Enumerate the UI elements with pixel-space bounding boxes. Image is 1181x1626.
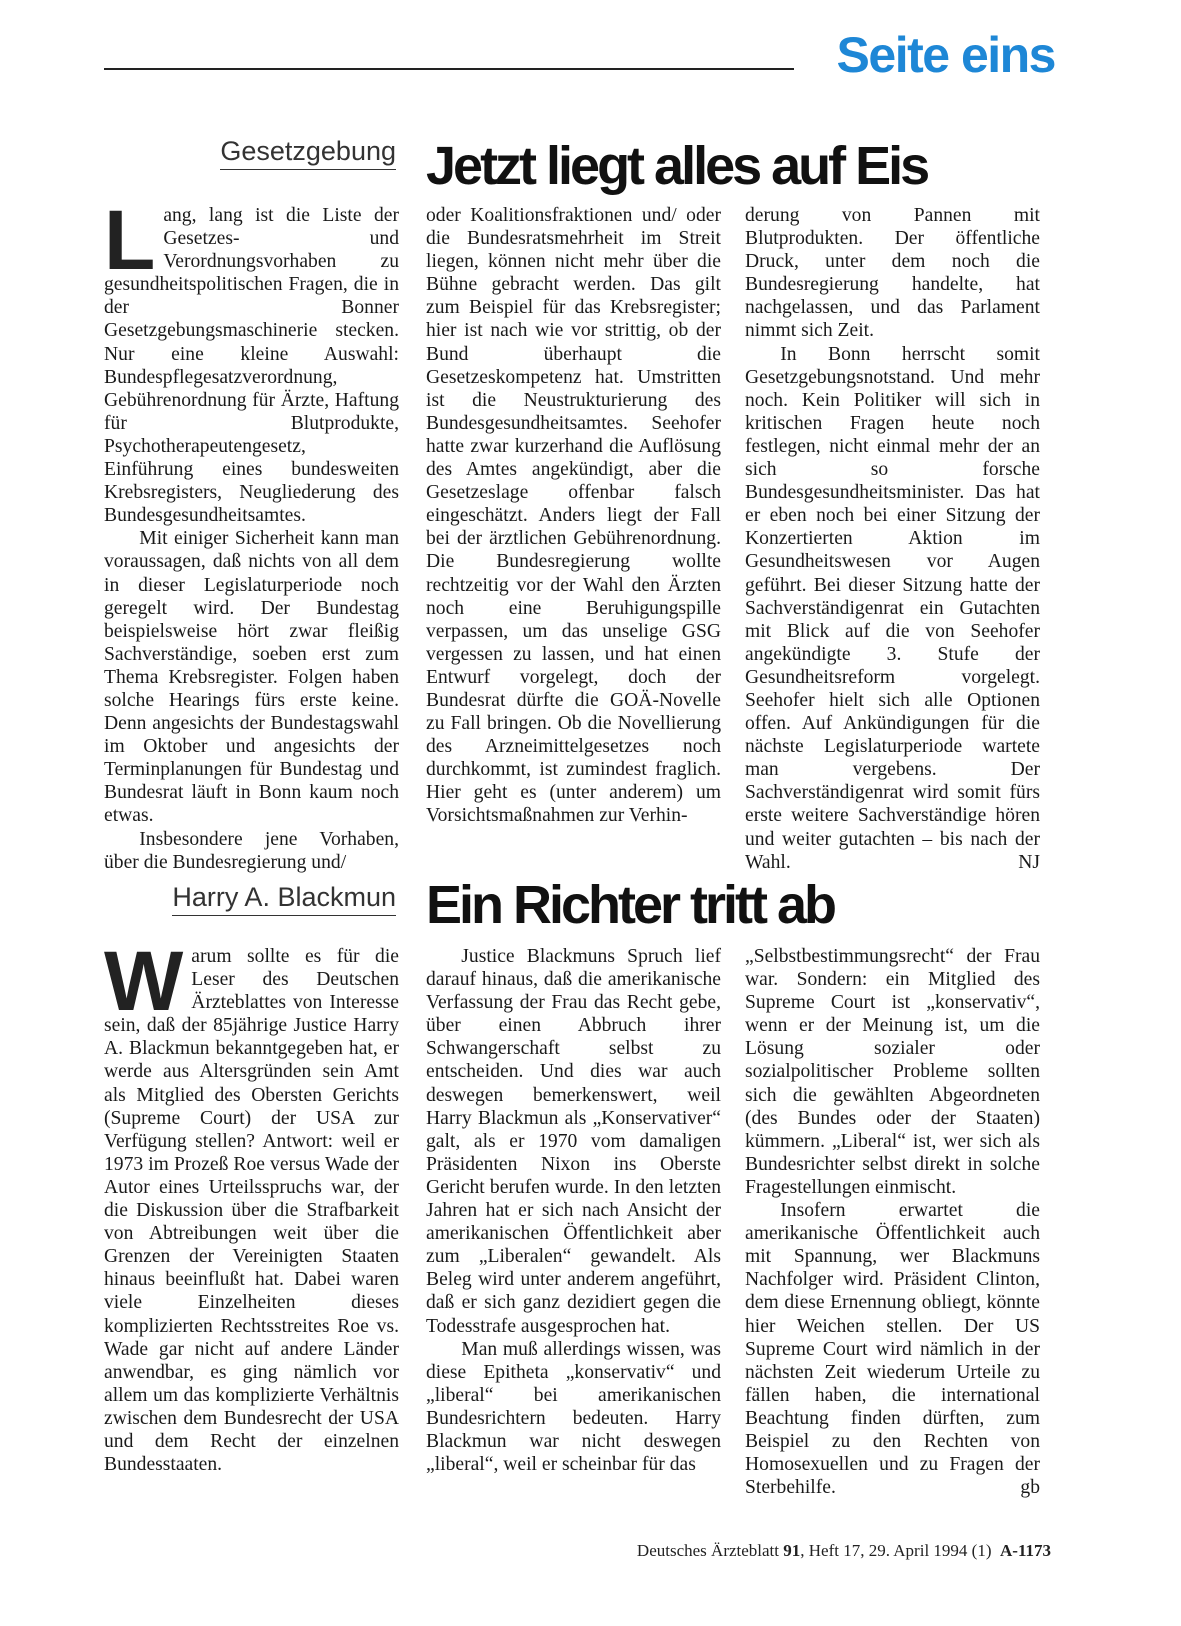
article1-paragraph: derung von Pannen mit Blutprodukten. Der öffentliche Druck, unter dem noch die Bundesregierung handelte, hat nachgelassen, und das Parlament nimmt sich Zeit.: [745, 205, 1040, 342]
article1-column-2: [426, 204, 721, 828]
article2-paragraph: Justice Blackmuns Spruch lief darauf hinaus, daß die amerikanische Verfassung der Frau das Recht gebe, über einen Abbruch ihrer Schwangerschaft selbst zu entscheiden. Und dies war auch deswegen bemerkenswert, weil Harry Blackmun als „Konservativer“ galt, als er 1970 vom damaligen Präsidenten Nixon ins Oberste Gericht berufen wurde. In den letzten Jahren hat er sich nach Ansicht der amerikanischen Öffentlichkeit aber zum „Liberalen“ gewandelt. Als Beleg wird unter anderem angeführt, daß er sich ganz dezidiert gegen die Todesstrafe ausgesprochen hat.: [426, 946, 721, 1337]
article1-paragraph: In Bonn herrscht somit Gesetzgebungsnotstand. Und mehr noch. Kein Politiker will sich in kritischen Fragen heute noch festlegen, nicht einmal mehr der an sich so forsche Bundesgesundheitsminister. Das hat er eben noch bei einer Sitzung der Konzertierten Aktion im Gesundheitswesen vor Augen geführt. Bei dieser Sitzung hatte der Sachverständigenrat ein Gutachten mit Blick auf die von Seehofer angekündigte 3. Stufe der Gesundheitsreform vorgelegt. Seehofer hielt sich alle Optionen offen. Auf Ankündigungen für die nächste Legislaturperiode wartete man vergebens. Der Sachverständigenrat wird somit fürs erste weitere Sachverständige hören und weiter gutachten – bis nach der Wahl. NJ: [745, 343, 1040, 873]
article1-paragraph: Lang, lang ist die Liste der Gesetzes- und Verordnungsvorhaben zu gesundheitspolitischen Fragen, die in der Bonner Gesetzgebungsmaschinerie stecken. Nur eine kleine Auswahl: Bundespflegesatzverordnung, Gebührenordnung für Ärzte, Haftung für Blutprodukte, Psychotherapeutengesetz, Einführung eines bundesweiten Krebsregisters, Neugliederung des Bundesgesundheitsamtes.: [104, 193, 399, 527]
article2-column-2: [426, 945, 721, 1476]
article1-column-1: [104, 193, 399, 874]
footer-volume: 91: [783, 1541, 801, 1560]
article2-paragraph: Man muß allerdings wissen, was diese Epitheta „konservativ“ und „liberal“ bei amerikanischen Bundesrichtern bedeuten. Harry Blackmun war nicht deswegen „liberal“, weil er scheinbar für das: [426, 1338, 721, 1476]
footer-journal: Deutsches Ärzteblatt: [636, 1541, 780, 1560]
article2-kicker: Harry A. Blackmun: [172, 883, 396, 916]
article2-paragraph: „Selbstbestimmungsrecht“ der Frau war. Sondern: ein Mitglied des Supreme Court ist „konservativ“, wenn er der Meinung ist, um die Lösung sozialer oder sozialpolitischer Probleme sollten sich die gewählten Abgeordneten (des Bundes oder der Staaten) kümmern. „Liberal“ ist, wer sich als Bundesrichter selbst direkt in solche Fragestellungen einmischt.: [745, 946, 1040, 1198]
article2-column-3: [745, 945, 1040, 1499]
section-rule: [104, 68, 794, 70]
page-footer: [637, 1541, 1051, 1561]
article1-paragraph: Insbesondere jene Vorhaben, über die Bundesregierung und/: [104, 828, 399, 873]
article1-kicker: Gesetzgebung: [220, 137, 396, 170]
footer-issue: , Heft 17, 29. April 1994 (1): [800, 1541, 992, 1560]
article2-headline: Ein Richter tritt ab: [426, 875, 835, 935]
section-title: Seite eins: [836, 27, 1055, 83]
article1-paragraph: Mit einiger Sicherheit kann man voraussagen, daß nichts von all dem in dieser Legislaturperiode noch geregelt wird. Der Bundestag beispielsweise hört zwar fleißig Sachverständige, soeben erst zum Thema Krebsregister. Folgen haben solche Hearings fürs erste keine. Denn angesichts der Bundestagswahl im Oktober und angesichts der Terminplanungen für Bundestag und Bundesrat läuft in Bonn kaum noch etwas.: [104, 528, 399, 827]
article1-headline: Jetzt liegt alles auf Eis: [426, 136, 928, 196]
article2-dropcap: W: [104, 934, 184, 1028]
article1-signature: NJ: [1018, 851, 1040, 873]
footer-page-number: A-1173: [1000, 1541, 1051, 1560]
article1-dropcap: L: [104, 193, 156, 287]
article1-paragraph: oder Koalitionsfraktionen und/ oder die Bundesratsmehrheit im Streit liegen, können nicht mehr über die Bühne gebracht werden. Das gilt zum Beispiel für das Krebsregister; hier ist nach wie vor strittig, ob der Bund überhaupt die Gesetzeskompetenz hat. Umstritten ist die Neustrukturierung des Bundesgesundheitsamtes. Seehofer hatte zwar kurzerhand die Auflösung des Amtes angekündigt, aber die Gesetzeslage offenbar falsch eingeschätzt. Anders liegt der Fall bei der ärztlichen Gebührenordnung. Die Bundesregierung wollte rechtzeitig vor der Wahl den Ärzten noch eine Beruhigungspille verpassen, um das unselige GSG vergessen zu lassen, und hat einen Entwurf vorgelegt, doch der Bundesrat dürfte die GOÄ-Novelle zu Fall bringen. Ob die Novellierung des Arzneimittelgesetzes noch durchkommt, ist zumindest fraglich. Hier geht es (unter anderem) um Vorsichtsmaßnahmen zur Verhin-: [426, 205, 721, 827]
article2-signature: gb: [1020, 1477, 1040, 1499]
article1-column-3: [745, 204, 1040, 874]
article2-column-1: [104, 934, 399, 1476]
article2-paragraph: Insofern erwartet die amerikanische Öffentlichkeit auch mit Spannung, wer Blackmuns Nachfolger wird. Präsident Clinton, dem diese Ernennung obliegt, könnte hier Weichen stellen. Der US Supreme Court wird nämlich in der nächsten Zeit wiederum Urteile zu fällen haben, die international Beachtung finden dürften, zum Beispiel zu den Rechten von Homosexuellen und zu Fragen der Sterbehilfe. gb: [745, 1200, 1040, 1499]
article2-paragraph: Warum sollte es für die Leser des Deutschen Ärzteblattes von Interesse sein, daß der 85jährige Justice Harry A. Blackmun bekanntgegeben hat, er werde aus Altersgründen sein Amt als Mitglied des Obersten Gerichts (Supreme Court) der USA zur Verfügung stellen? Antwort: weil er 1973 im Prozeß Roe versus Wade der Autor eines Urteilsspruchs war, der die Diskussion über die Strafbarkeit von Abtreibungen weit über die Grenzen der Vereinigten Staaten hinaus beeinflußt hat. Dabei waren viele Einzelheiten dieses komplizierten Rechtsstreites Roe vs. Wade gar nicht auf andere Länder anwendbar, es ging nämlich vor allem um das komplizierte Verhältnis zwischen dem Bundesrecht der USA und dem Recht der einzelnen Bundesstaaten.: [104, 934, 399, 1476]
